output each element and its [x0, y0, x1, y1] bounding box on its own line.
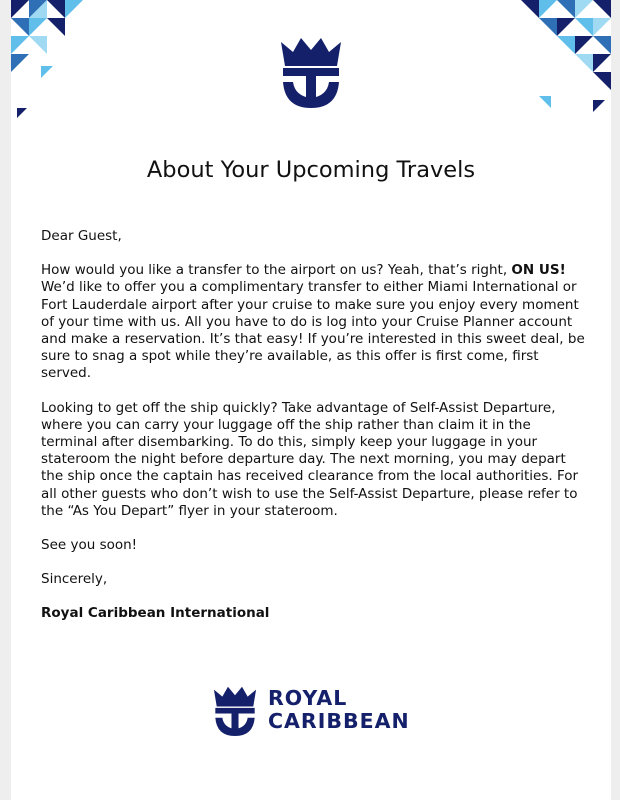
- crown-anchor-icon: [277, 34, 345, 108]
- email-page: [11, 0, 611, 800]
- closing-sincerely: Sincerely,: [41, 571, 108, 588]
- corner-pattern-right: [511, 0, 611, 120]
- signature: Royal Caribbean International: [41, 605, 270, 622]
- paragraph-self-assist: Looking to get off the ship quickly? Take advantage of Self-Assist Departure, where you can carry your luggage off the ship rather than claim it in the terminal after disembarking. To do this, simply keep your luggage in your stateroom the night before departure day. The next morning, you may depart the ship once the captain has received clearance from the local authorities. For all other guests who don’t wish to use the Self-Assist Departure, please refer to the “As You Depart” flyer in your stateroom.: [41, 399, 579, 519]
- closing-see-you: See you soon!: [41, 537, 138, 554]
- letter-body: [41, 228, 589, 640]
- footer-logo: [211, 684, 411, 736]
- page-title: About Your Upcoming Travels: [146, 157, 476, 183]
- crown-anchor-icon: [211, 684, 259, 736]
- paragraph-transfer-offer: How would you like a transfer to the airport on us? Yeah, that’s right, ON US! We’d like to offer you a complimentary transfer to either Miami International or Fort Lauderdale airport after your cruise to make sure you enjoy every moment of your time with us. All you have to do is log into your Cruise Planner account and make a reservation. It’s that easy! If you’re interested in this sweet deal, be sure to snag a spot while they’re available, as this offer is first come, first served.: [41, 262, 585, 382]
- brand-wordmark: ROYAL CARIBBEAN: [268, 686, 410, 733]
- corner-pattern-left: [11, 0, 95, 120]
- greeting: Dear Guest,: [41, 228, 122, 244]
- emphasis-on-us: ON US!: [511, 262, 566, 279]
